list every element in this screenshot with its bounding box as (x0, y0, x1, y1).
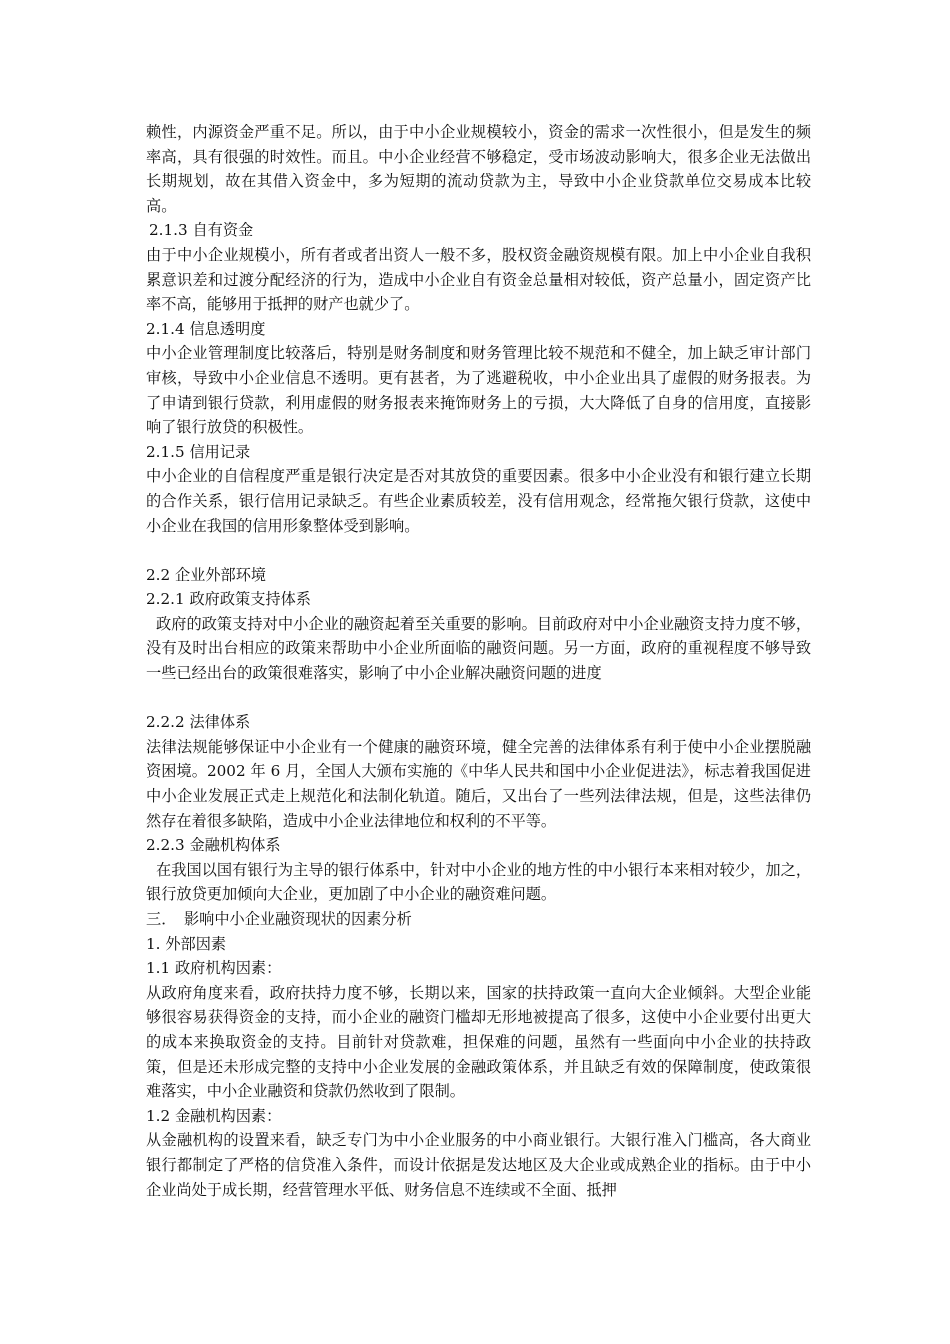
section-heading-2-2-3: 2.2.3 金融机构体系 (146, 836, 281, 855)
paragraph: 从金融机构的设置来看，缺乏专门为中小企业服务的中小商业银行。大银行准入门槛高，各大商业银行都制定了严格的信贷准入条件，而设计依据是发达地区及大企业或成熟企业的指标。由于中小企业尚处于成长期，经营管理水平低、财务信息不连续或不全面、抵押 (146, 1131, 811, 1199)
section-heading-2-2: 2.2 企业外部环境 (146, 565, 267, 584)
document-body (146, 120, 811, 1202)
paragraph: 中小企业的自信程度严重是银行决定是否对其放贷的重要因素。很多中小企业没有和银行建立长期的合作关系，银行信用记录缺乏。有些企业素质较差，没有信用观念，经常拖欠银行贷款，这使中小企业在我国的信用形象整体受到影响。 (146, 467, 811, 535)
section-heading-1-2: 1.2 金融机构因素： (146, 1106, 282, 1125)
section-heading-1-1: 1.1 政府机构因素： (146, 959, 282, 978)
section-heading-2-1-5: 2.1.5 信用记录 (146, 442, 251, 461)
section-heading-2-2-1: 2.2.1 政府政策支持体系 (146, 590, 311, 609)
section-heading-2-2-2: 2.2.2 法律体系 (146, 713, 251, 732)
paragraph: 赖性，内源资金严重不足。所以，由于中小企业规模较小，资金的需求一次性很小，但是发生的频率高，具有很强的时效性。而且。中小企业经营不够稳定，受市场波动影响大，很多企业无法做出长期规划，故在其借入资金中，多为短期的流动贷款为主，导致中小企业贷款单位交易成本比较高。 (146, 123, 811, 215)
paragraph: 中小企业管理制度比较落后，特别是财务制度和财务管理比较不规范和不健全，加上缺乏审计部门审核，导致中小企业信息不透明。更有甚者，为了逃避税收，中小企业出具了虚假的财务报表。为了申请到银行贷款，利用虚假的财务报表来掩饰财务上的亏损，大大降低了自身的信用度，直接影响了银行放贷的积极性。 (146, 344, 811, 437)
section-heading-2-1-3: 2.1.3 自有资金 (149, 221, 254, 240)
blank-line (146, 538, 811, 563)
paragraph: 在我国以国有银行为主导的银行体系中，针对中小企业的地方性的中小银行本来相对较少，加之，银行放贷更加倾向大企业，更加剧了中小企业的融资难问题。 (146, 860, 811, 904)
blank-line (146, 686, 811, 711)
section-heading-1: 1. 外部因素 (146, 934, 227, 953)
paragraph: 政府的政策支持对中小企业的融资起着至关重要的影响。目前政府对中小企业融资支持力度不够，没有及时出台相应的政策来帮助中小企业所面临的融资问题。另一方面，政府的重视程度不够导致一些已经出台的政策很难落实，影响了中小企业解决融资问题的进度 (146, 614, 811, 683)
chapter-heading-3: 三． 影响中小企业融资现状的因素分析 (146, 910, 412, 928)
paragraph: 从政府角度来看，政府扶持力度不够，长期以来，国家的扶持政策一直向大企业倾斜。大型企业能够很容易获得资金的支持，而小企业的融资门槛却无形地被提高了很多，这使中小企业要付出更大的成本来换取资金的支持。目前针对贷款难，担保难的问题，虽然有一些面向中小企业的扶持政策，但是还未形成完整的支持中小企业发展的金融政策体系，并且缺乏有效的保障制度，使政策很难落实，中小企业融资和贷款仍然收到了限制。 (146, 983, 811, 1101)
paragraph: 法律法规能够保证中小企业有一个健康的融资环境，健全完善的法律体系有利于使中小企业摆脱融资困境。2002 年 6 月，全国人大颁布实施的《中华人民共和国中小企业促进法》，标志着我国促进中小企业发展正式走上规范化和法制化轨道。随后，又出台了一些列法律法规，但是，这些法律仍然存在着很多缺陷，造成中小企业法律地位和权利的不平等。 (146, 737, 811, 830)
section-heading-2-1-4: 2.1.4 信息透明度 (146, 319, 266, 338)
paragraph: 由于中小企业规模小，所有者或者出资人一般不多，股权资金融资规模有限。加上中小企业自我积累意识差和过渡分配经济的行为，造成中小企业自有资金总量相对较低，资产总量小，固定资产比率不高，能够用于抵押的财产也就少了。 (146, 245, 811, 314)
